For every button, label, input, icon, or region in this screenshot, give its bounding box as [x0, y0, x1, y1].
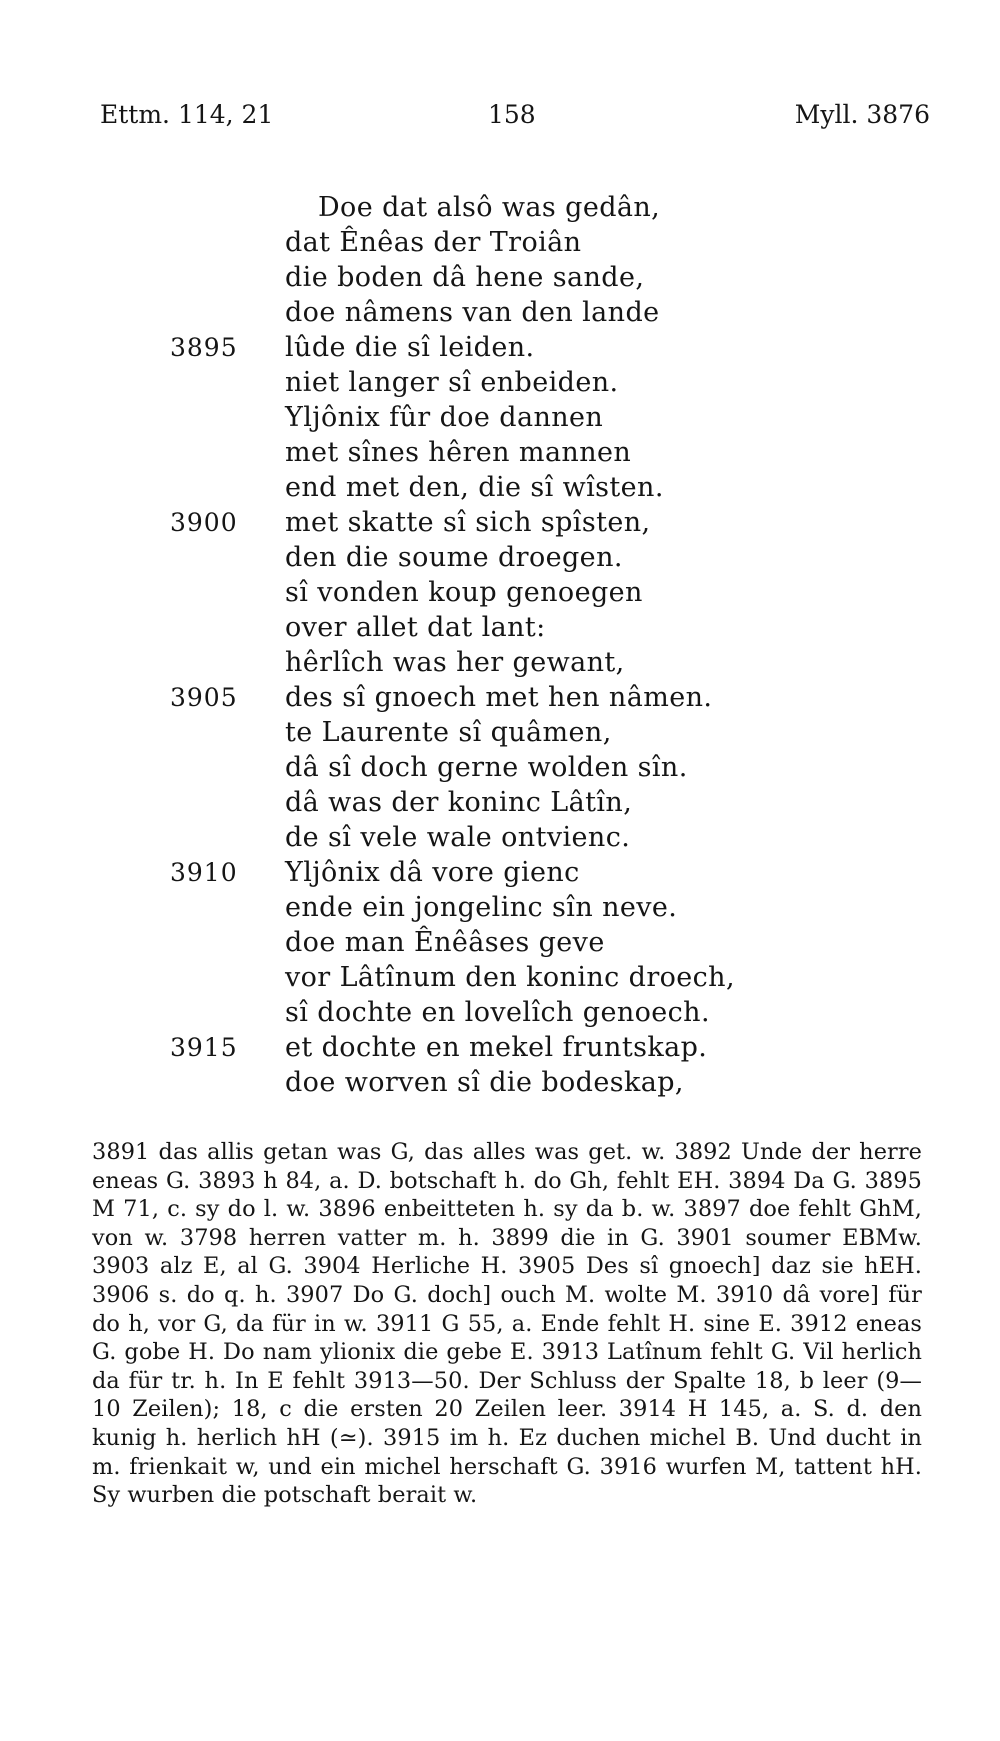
verse-line: [170, 575, 810, 610]
header-left-reference: Ettm. 114, 21: [100, 100, 274, 129]
verse-line: [170, 785, 810, 820]
verse-line-text: doe man Ênêâses geve: [285, 927, 605, 958]
verse-line-text: met skatte sî sich spîsten,: [285, 507, 651, 538]
verse-line: [170, 680, 810, 715]
verse-line: [170, 715, 810, 750]
verse-line-text: Yljônix fûr doe dannen: [285, 402, 604, 433]
verse-line: [170, 890, 810, 925]
apparatus-text: 3891 das allis getan was G, das alles was get. w. 3892 Unde der herre eneas G. 3893 h 84, a. D. botschaft h. do Gh, fehlt EH. 3894 Da G. 3895 M 71, c. sy do l. w. 3896 enbeitteten h. sy da b. w. 3897 doe fehlt GhM, von w. 3798 herren vatter m. h. 3899 die in G. 3901 soumer EBMw. 3903 alz E, al G. 3904 Herliche H. 3905 Des sî gnoech] daz sie hEH. 3906 s. do q. h. 3907 Do G. doch] ouch M. wolte M. 3910 dâ vore] für do h, vor G, da für in w. 3911 G 55, a. Ende fehlt H. sine E. 3912 eneas G. gobe H. Do nam ylionix die gebe E. 3913 Latînum fehlt G. Vil herlich da für tr. h. In E fehlt 3913—50. Der Schluss der Spalte 18, b leer (9—10 Zeilen); 18, c die ersten 20 Zeilen leer. 3914 H 145, a. S. d. den kunig h. herlich hH (≃). 3915 im h. Ez duchen michel B. Und ducht in m. frienkait w, und ein michel herschaft G. 3916 wurfen M, tattent hH. Sy wurben die potschaft berait w.: [92, 1139, 922, 1509]
verse-line-text: den die soume droegen.: [285, 542, 623, 573]
verse-line: [170, 260, 810, 295]
verse-line: [170, 960, 810, 995]
verse-line-text: dat Ênêas der Troiân: [285, 227, 582, 258]
verse-line: [170, 470, 810, 505]
verse-line-text: te Laurente sî quâmen,: [285, 717, 612, 748]
page-header: [100, 100, 930, 140]
verse-line: [170, 645, 810, 680]
verse-line-text: die boden dâ hene sande,: [285, 262, 645, 293]
header-right-reference: Myll. 3876: [794, 100, 930, 129]
verse-line-text: de sî vele wale ontvienc.: [285, 822, 631, 853]
verse-line: [170, 995, 810, 1030]
critical-apparatus: [92, 1138, 922, 1510]
verse-line: [170, 330, 810, 365]
verse-line-text: dâ sî doch gerne wolden sîn.: [285, 752, 688, 783]
verse-line-text: et dochte en mekel fruntskap.: [285, 1032, 708, 1063]
verse-line: [170, 365, 810, 400]
line-number: 3905: [170, 683, 238, 712]
verse-line: [170, 925, 810, 960]
verse-line-text: Doe dat alsô was gedân,: [318, 192, 661, 223]
verse-line-text: met sînes hêren mannen: [285, 437, 632, 468]
verse-line-text: Yljônix dâ vore gienc: [285, 857, 580, 888]
line-number: 3900: [170, 508, 238, 537]
verse-line-text: des sî gnoech met hen nâmen.: [285, 682, 713, 713]
verse-line-text: dâ was der koninc Lâtîn,: [285, 787, 633, 818]
verse-line-text: ende ein jongelinc sîn neve.: [285, 892, 678, 923]
verse-line-text: vor Lâtînum den koninc droech,: [285, 962, 735, 993]
line-number: 3915: [170, 1033, 238, 1062]
verse-line: [170, 750, 810, 785]
verse-line: [170, 540, 810, 575]
verse-line: [170, 1030, 810, 1065]
verse-line: [170, 190, 810, 225]
verse-text: [170, 190, 810, 1100]
verse-line-text: end met den, die sî wîsten.: [285, 472, 664, 503]
verse-line: [170, 610, 810, 645]
verse-line: [170, 295, 810, 330]
line-number: 3895: [170, 333, 238, 362]
verse-line: [170, 400, 810, 435]
verse-line-text: hêrlîch was her gewant,: [285, 647, 625, 678]
verse-line-text: doe worven sî die bodeskap,: [285, 1067, 684, 1098]
verse-line-text: niet langer sî enbeiden.: [285, 367, 619, 398]
verse-line: [170, 855, 810, 890]
verse-line: [170, 820, 810, 855]
line-number: 3910: [170, 858, 238, 887]
verse-line: [170, 435, 810, 470]
verse-line: [170, 505, 810, 540]
verse-line-text: over allet dat lant:: [285, 612, 546, 643]
verse-line-text: lûde die sî leiden.: [285, 332, 535, 363]
verse-line-text: sî vonden koup genoegen: [285, 577, 643, 608]
page-number: 158: [488, 100, 536, 129]
verse-line-text: doe nâmens van den lande: [285, 297, 660, 328]
verse-line-text: sî dochte en lovelîch genoech.: [285, 997, 710, 1028]
verse-line: [170, 1065, 810, 1100]
verse-line: [170, 225, 810, 260]
